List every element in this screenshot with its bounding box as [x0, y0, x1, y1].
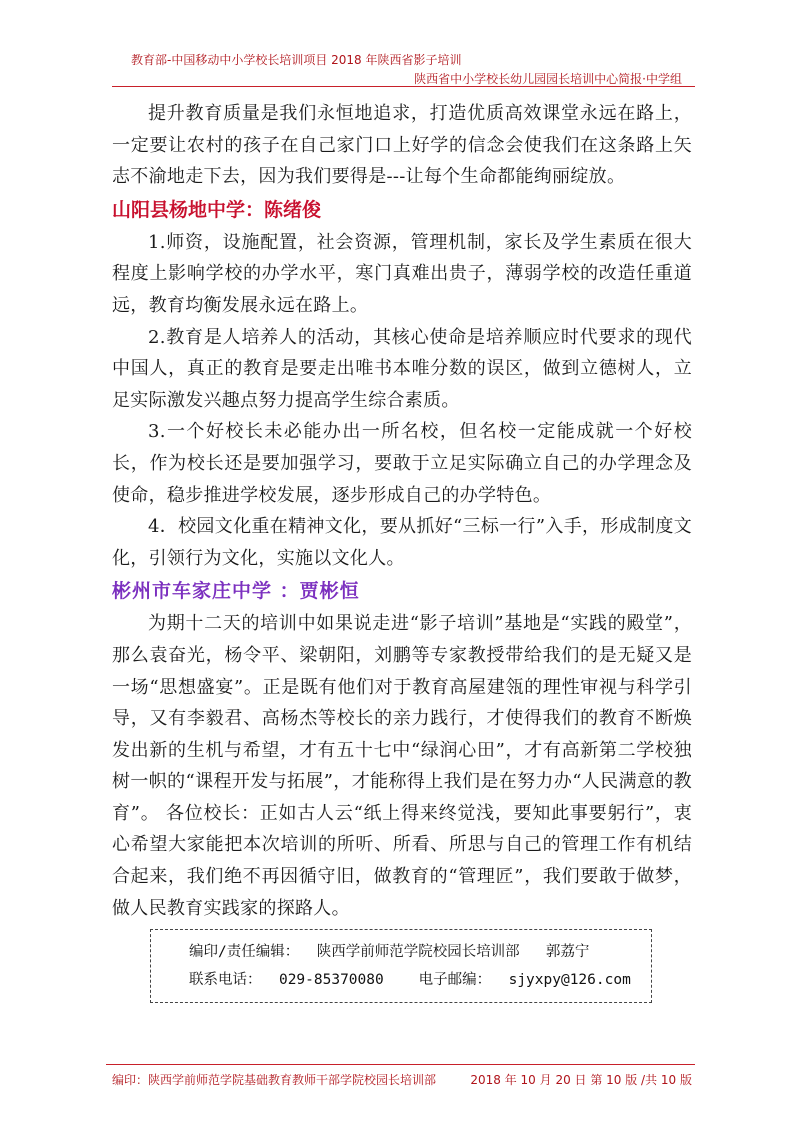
- footer-date-page: 2018 年 10 月 20 日 第 10 版 /共 10 版: [470, 1073, 692, 1087]
- article-body: [112, 98, 692, 924]
- editor-line: 编印/责任编辑： 陕西学前师范学院校园长培训部 郭荔宁: [189, 944, 590, 960]
- section2-paragraph: 为期十二天的培训中如果说走进“影子培训”基地是“实践的殿堂”，那么袁奋光，杨令平、梁朝阳，刘鹏等专家教授带给我们的是无疑又是一场“思想盛宴”。正是既有他们对于教育高屋建瓴的理性审视与科学引导，又有李毅君、高杨杰等校长的亲力践行，才使得我们的教育不断焕发出新的生机与希望，才有五十七中“绿润心田”，才有高新第二学校独树一帜的“课程开发与拓展”，才能称得上我们是在努力办“人民满意的教育”。 各位校长：正如古人云“纸上得来终觉浅，要知此事要躬行”，衷心希望大家能把本次培训的所听、所看、所思与自己的管理工作有机结合起来，我们绝不再因循守旧，做教育的“管理匠”，我们要敢于做梦，做人民教育实践家的探路人。: [112, 613, 692, 919]
- section1-paragraph: 3.一个好校长未必能办出一所名校，但名校一定能成就一个好校长，作为校长还是要加强学习，要敢于立足实际确立自己的办学理念及使命，稳步推进学校发展，逐步形成自己的办学特色。: [112, 421, 692, 506]
- footer-publisher: 编印：陕西学前师范学院基础教育教师干部学院校园长培训部: [112, 1073, 437, 1087]
- footer-divider: [106, 1064, 695, 1065]
- section1-heading: 山阳县杨地中学：陈绪俊: [112, 198, 322, 221]
- contact-line: 联系电话： 029-85370080 电子邮编： sjyxpy@126.com: [189, 972, 631, 988]
- section1-paragraph: 2.教育是人培养人的活动，其核心使命是培养顺应时代要求的现代中国人，真正的教育是要走出唯书本唯分数的误区，做到立德树人，立足实际激发兴趣点努力提高学生综合素质。: [112, 326, 692, 411]
- header-bulletin-title: 陕西省中小学校长幼儿园园长培训中心简报·中学组: [414, 72, 682, 86]
- header-divider: [112, 86, 695, 87]
- section1-paragraph: 4．校园文化重在精神文化，要从抓好“三标一行”入手，形成制度文化，引领行为文化，实施以文化人。: [112, 516, 692, 569]
- editor-info-box: [150, 929, 652, 1003]
- intro-paragraph: 提升教育质量是我们永恒地追求，打造优质高效课堂永远在路上，一定要让农村的孩子在自己家门口上好学的信念会使我们在这条路上矢志不渝地走下去，因为我们要得是---让每个生命都能绚丽绽放。: [112, 103, 692, 188]
- header-project-title: 教育部-中国移动中小学校长培训项目 2018 年陕西省影子培训: [131, 53, 462, 67]
- section1-paragraph: 1.师资，设施配置，社会资源，管理机制，家长及学生素质在很大程度上影响学校的办学水平，寒门真难出贵子，薄弱学校的改造任重道远，教育均衡发展永远在路上。: [112, 231, 692, 316]
- section2-heading: 彬州市车家庄中学 ：贾彬恒: [112, 580, 360, 603]
